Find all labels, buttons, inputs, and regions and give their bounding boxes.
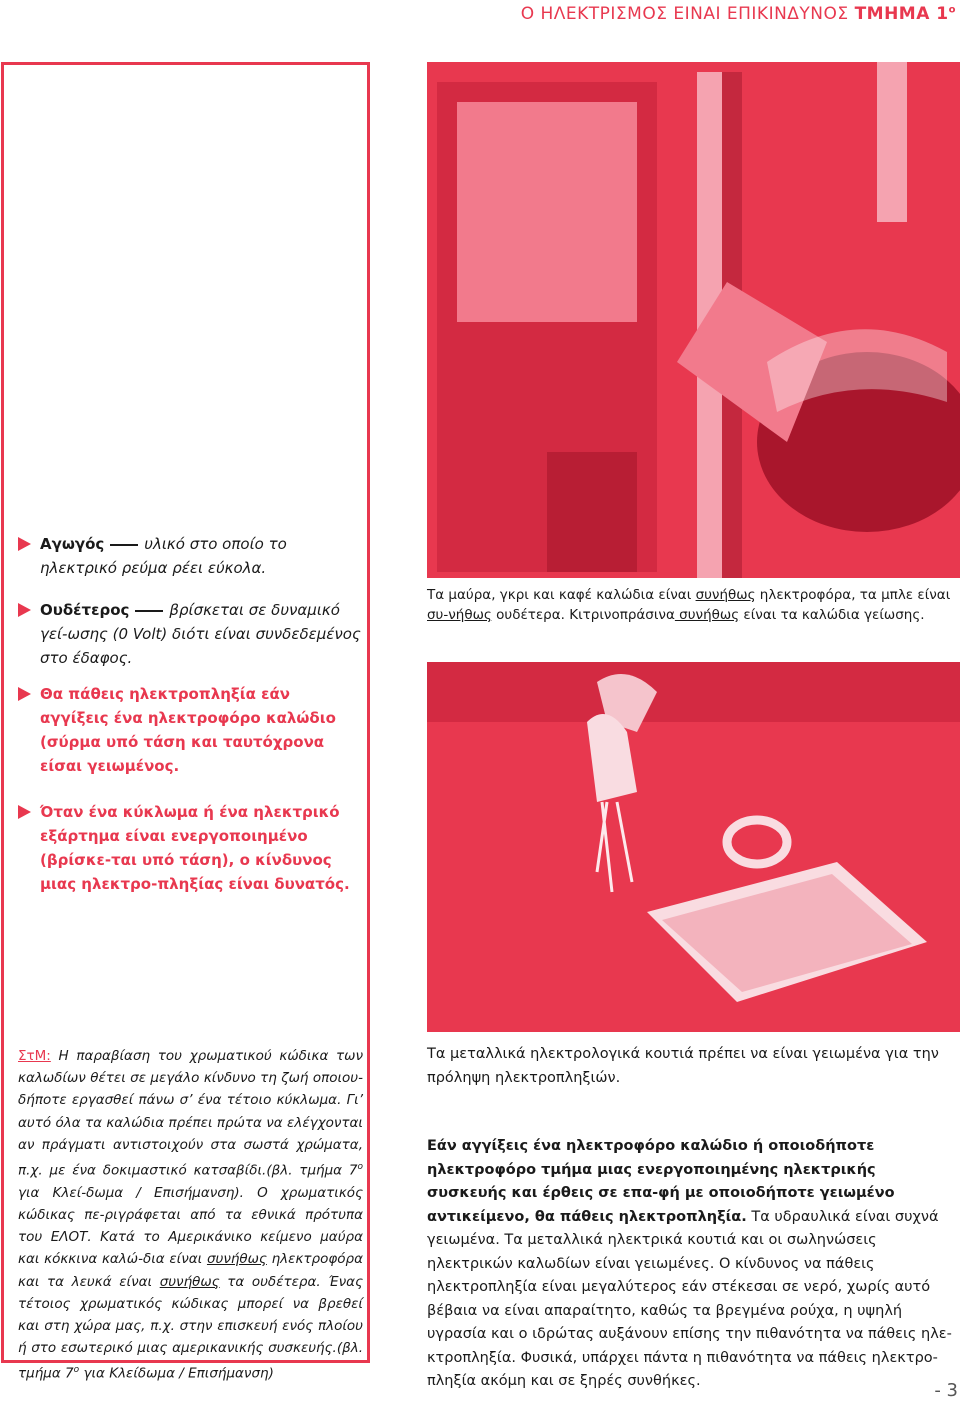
header-title: Ο ΗΛΕΚΤΡΙΣΜΟΣ ΕΙΝΑΙ ΕΠΙΚΙΝΔΥΝΟΣ — [520, 4, 849, 24]
dash-divider — [135, 610, 163, 612]
energized-circuit-text: Όταν ένα κύκλωμα ή ένα ηλεκτρικό εξάρτημα είναι ενεργοποιημένο (βρίσκε-ται υπό τάση), ο κίνδυνος μιας ηλεκτρο-πληξίας είναι δυνατός. — [40, 803, 350, 893]
key-points — [18, 532, 363, 912]
dash-divider — [110, 544, 138, 546]
bullet-conductor — [18, 532, 363, 580]
triangle-bullet-icon — [18, 687, 31, 701]
header-section: ΤΜΗΜΑ $1^o$ — [854, 4, 956, 24]
translator-note: ΣτΜ: Η παραβίαση του χρωματικού κώδικα των καλωδίων θέτει σε μεγάλο κίνδυνο τη ζωή οποιου-δήποτε εργασθεί πάνω σ’ ένα τέτοιο κύκλωμα. Γι’ αυτό όλα τα καλώδια πρέπει πρώτα να ελέγχονται αν πράγματι αντιστοιχούν στα σωστά χρώματα, π.χ. με ένα δοκιμαστικό κατσαβίδι.(βλ. τμήμα $7^o$ για Κλεί-δωμα / Επισήμανση). Ο χρωματικός κώδικας πε-ριγράφεται από τα εθνικά πρότυπα του ΕΛΟΤ. Κατά το Αμερικάνικο κείμενο μαύρα και κόκκινα καλώ-δια είναι συνήθως ηλεκτροφόρα και τα λευκά είναι συνήθως τα ουδέτερα. Ένας τέτοιος χρωματικός κώδικας μπορεί να βρεθεί και στη χώρα μας, π.χ. στην επισκευή ενός πλοίου ή στο εσωτερικό μιας αμερικανικής συσκευής.(βλ. τμήμα $7^o$ για Κλείδωμα / Επισήμανση) — [18, 1048, 363, 1382]
term-conductor: Αγωγός — [40, 535, 105, 553]
definition-conductor: υλικό στο οποίο το ηλεκτρικό ρεύμα ρέει εύκολα. — [40, 535, 287, 577]
grounded-boxes-paragraph: Τα μεταλλικά ηλεκτρολογικά κουτιά πρέπει να είναι γειωμένα για την πρόληψη ηλεκτροπληξιών. — [427, 1046, 939, 1086]
technician-photo — [427, 62, 960, 578]
triangle-bullet-icon — [18, 805, 31, 819]
term-neutral: Ουδέτερος — [40, 601, 130, 619]
page-number: - 3 — [934, 1380, 958, 1401]
note-lead: ΣτΜ: — [18, 1048, 51, 1064]
triangle-bullet-icon — [18, 603, 31, 617]
photo-caption: Τα μαύρα, γκρι και καφέ καλώδια είναι συνήθως ηλεκτροφόρα, τα μπλε είναι συ-νήθως ουδέτερα. Κιτρινοπράσινα συνήθως είναι τα καλώδια γείωσης. — [427, 587, 951, 623]
shock-paragraph: Εάν αγγίξεις ένα ηλεκτροφόρο καλώδιο ή οποιοδήποτε ηλεκτροφόρο τμήμα μιας ενεργοποιημένης ηλεκτρικής συσκευής και έρθεις σε επα-φή με οποιοδήποτε γειωμένο αντικείμενο, θα πάθεις ηλεκτροπληξία. Τα υδραυλικά είναι συχνά γειωμένα. Τα μεταλλικά ηλεκτρικά κουτιά και οι σωληνώσεις ηλεκτρικών καλωδίων είναι γειωμένες. Ο κίνδυνος να πάθεις ηλεκτροπληξία είναι μεγαλύτερος εάν στέκεσαι σε νερό, χωρίς αυτό βέβαια να είναι απαραίτητο, καθώς τα βρεγμένα ρούχα, η υψηλή υγρασία και ο ιδρώτας αυξάνουν επίσης την πιθανότητα να πάθεις ηλε-κτροπληξία. Φυσικά, υπάρχει πάντα η πιθανότητα να πάθεις ηλεκτρο-πληξία ακόμη και σε ξηρές συνθήκες. — [427, 1138, 952, 1389]
body-text — [427, 1043, 960, 1394]
bullet-energized-circuit — [18, 800, 363, 896]
definition-neutral: βρίσκεται σε δυναμικό γεί-ωσης (0 Volt) διότι είναι συνδεδεμένος στο έδαφος. — [40, 601, 361, 667]
junction-box-photo — [427, 662, 960, 1032]
bullet-neutral — [18, 598, 363, 670]
triangle-bullet-icon — [18, 537, 31, 551]
shock-warning-text: Θα πάθεις ηλεκτροπληξία εάν αγγίξεις ένα ηλεκτροφόρο καλώδιο (σύρμα υπό τάση και ταυτόχρονα είσαι γειωμένος. — [40, 685, 336, 775]
running-header — [521, 4, 956, 24]
bullet-shock-warning — [18, 682, 363, 778]
